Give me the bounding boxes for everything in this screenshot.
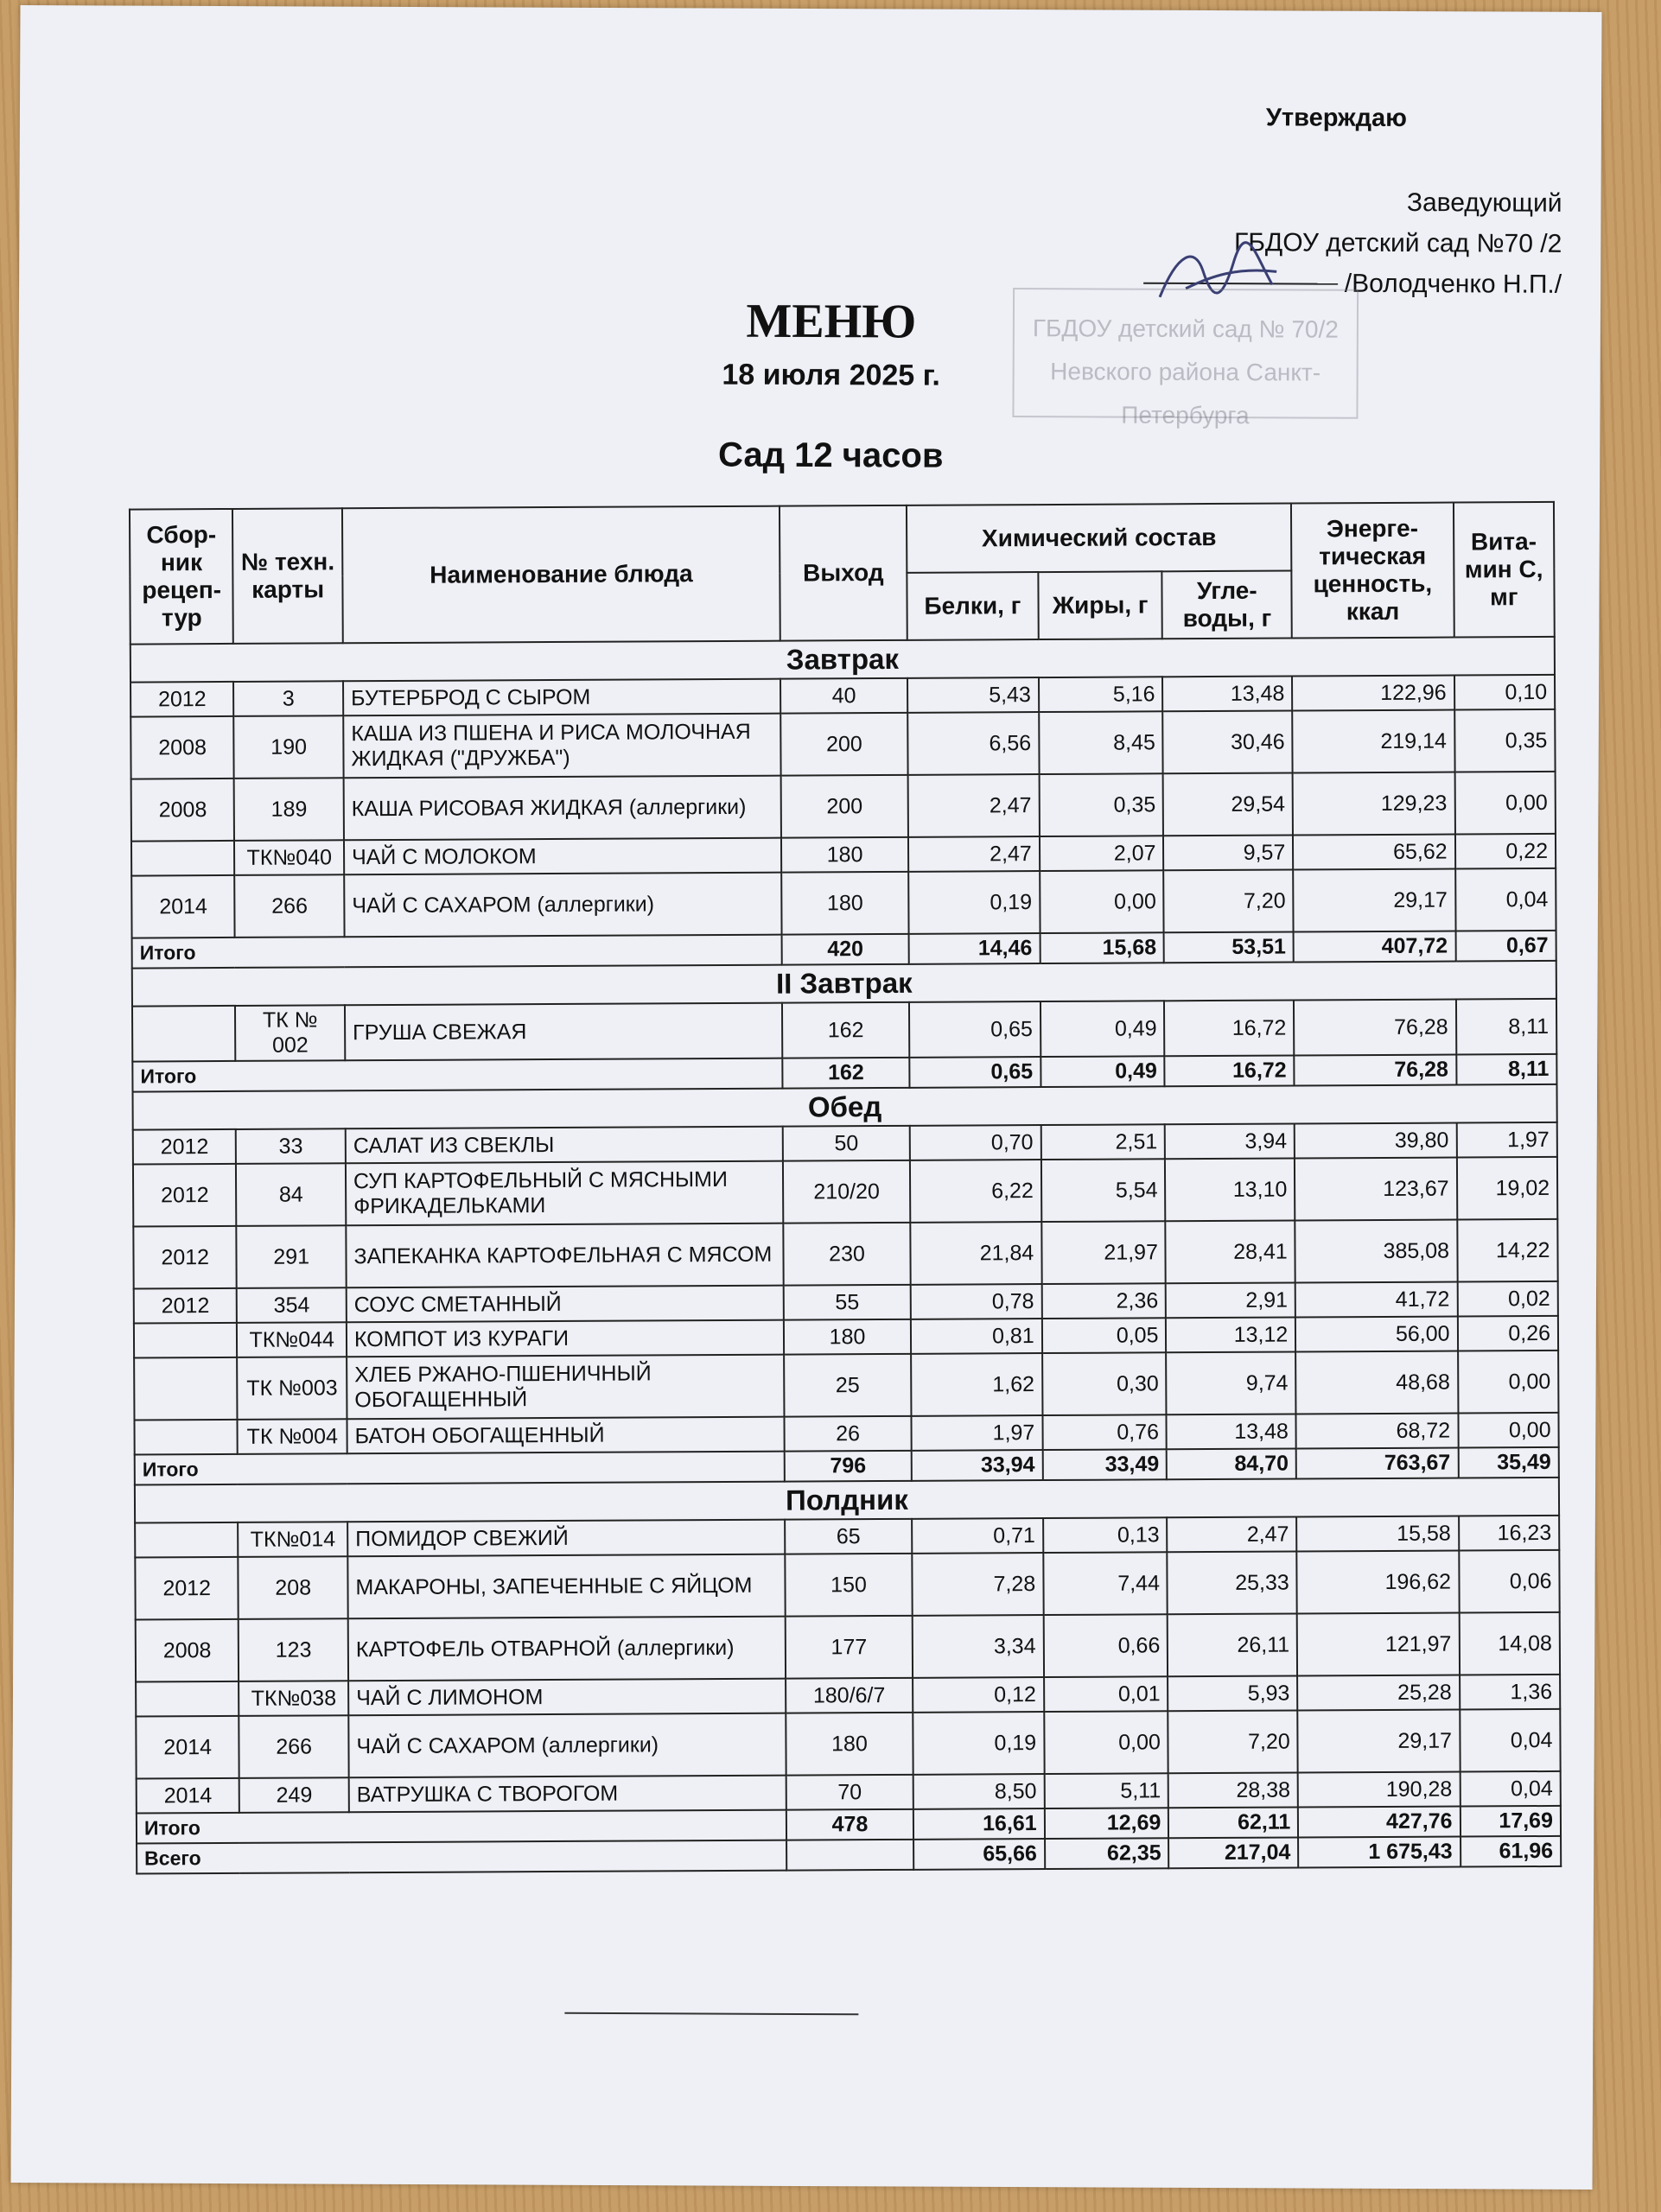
vitamin-cell: 0,04 — [1460, 1771, 1561, 1807]
protein-cell: 7,28 — [912, 1553, 1043, 1616]
energy-cell: 56,00 — [1295, 1317, 1457, 1352]
energy-cell: 29,17 — [1293, 869, 1455, 932]
energy-cell: 39,80 — [1295, 1123, 1456, 1159]
total-vitamin: 17,69 — [1460, 1806, 1561, 1837]
tech-card-cell: 33 — [236, 1128, 346, 1164]
tech-card-cell: ТК №003 — [238, 1357, 347, 1420]
carbs-cell: 9,57 — [1163, 836, 1293, 871]
total-output: 796 — [785, 1451, 912, 1482]
protein-cell: 0,19 — [913, 1712, 1044, 1775]
output-cell: 177 — [786, 1616, 913, 1679]
section-title: Полдник — [135, 1478, 1559, 1523]
carbs-cell: 7,20 — [1164, 870, 1294, 933]
carbs-cell: 25,33 — [1168, 1552, 1297, 1615]
carbs-cell: 9,74 — [1167, 1352, 1296, 1415]
output-cell: 70 — [786, 1775, 913, 1810]
tech-card-cell: ТК№044 — [237, 1322, 347, 1357]
total-output: 162 — [782, 1058, 909, 1089]
tech-card-cell: ТК№038 — [239, 1681, 349, 1716]
fat-cell: 2,07 — [1040, 836, 1164, 871]
output-cell: 50 — [783, 1126, 910, 1161]
fat-cell: 8,45 — [1039, 711, 1163, 774]
output-cell: 200 — [780, 713, 907, 776]
section-title: Завтрак — [130, 637, 1555, 683]
vitamin-cell: 0,22 — [1454, 834, 1556, 869]
output-cell: 230 — [783, 1223, 910, 1286]
vitamin-cell: 0,26 — [1457, 1316, 1558, 1351]
approve-label: Утверждаю — [1265, 104, 1408, 133]
fat-cell: 0,66 — [1043, 1614, 1168, 1677]
output-cell: 180/6/7 — [786, 1678, 913, 1713]
dish-row — [131, 772, 1556, 842]
tech-card-cell: 266 — [235, 874, 345, 938]
vitamin-cell: 0,04 — [1455, 868, 1556, 931]
collection-cell — [135, 1522, 239, 1558]
vitamin-cell: 0,04 — [1460, 1709, 1561, 1772]
dish-row — [130, 709, 1555, 779]
protein-cell: 6,56 — [907, 712, 1039, 775]
energy-cell: 68,72 — [1296, 1414, 1458, 1449]
collection-cell — [132, 1006, 236, 1062]
dish-row — [133, 1157, 1557, 1227]
tech-card-cell: ТК№040 — [234, 840, 344, 875]
output-cell: 180 — [781, 837, 908, 873]
energy-cell: 41,72 — [1295, 1282, 1457, 1318]
dish-row — [134, 1351, 1558, 1421]
fat-cell: 5,54 — [1041, 1159, 1166, 1222]
protein-cell: 1,62 — [911, 1353, 1042, 1416]
collection-cell: 2012 — [135, 1557, 239, 1620]
total-energy: 427,76 — [1298, 1807, 1460, 1838]
output-cell: 55 — [784, 1285, 911, 1320]
energy-cell: 65,62 — [1293, 835, 1454, 870]
fat-cell: 0,01 — [1044, 1676, 1168, 1712]
fat-cell: 2,51 — [1041, 1124, 1165, 1160]
energy-cell: 123,67 — [1295, 1158, 1457, 1221]
dish-name-cell: ПОМИДОР СВЕЖИЙ — [347, 1520, 785, 1557]
total-label: Итого — [135, 1452, 785, 1485]
output-cell: 40 — [780, 678, 907, 714]
fat-cell: 0,00 — [1044, 1711, 1168, 1774]
header-collection: Сбор-ник рецеп-тур — [130, 509, 233, 645]
vitamin-cell: 14,08 — [1459, 1612, 1560, 1675]
tech-card-cell: ТК № 002 — [235, 1005, 345, 1061]
dish-row — [132, 999, 1556, 1062]
collection-cell — [131, 841, 235, 876]
tech-card-cell: ТК №004 — [238, 1419, 347, 1454]
vitamin-cell: 8,11 — [1455, 999, 1556, 1055]
carbs-cell: 30,46 — [1163, 711, 1293, 774]
org-label: ГБДОУ детский сад №70 /2 — [1233, 228, 1562, 258]
tech-card-cell: 3 — [233, 681, 343, 716]
energy-cell: 190,28 — [1298, 1772, 1460, 1808]
dish-name-cell: ХЛЕБ РЖАНО-ПШЕНИЧНЫЙ ОБОГАЩЕННЫЙ — [347, 1355, 785, 1420]
protein-cell: 0,19 — [908, 871, 1040, 934]
total-label: Итого — [132, 1058, 782, 1092]
menu-subtitle: Сад 12 часов — [717, 435, 944, 475]
grand-total-output — [786, 1840, 913, 1871]
vitamin-cell: 0,00 — [1458, 1413, 1559, 1448]
vitamin-cell: 1,36 — [1460, 1675, 1561, 1710]
carbs-cell: 28,41 — [1166, 1221, 1295, 1284]
protein-cell: 0,71 — [912, 1518, 1043, 1554]
tech-card-cell: 249 — [239, 1777, 349, 1813]
output-cell: 210/20 — [783, 1160, 910, 1224]
total-protein: 0,65 — [909, 1057, 1041, 1088]
total-energy: 407,72 — [1294, 931, 1455, 963]
vitamin-cell: 16,23 — [1459, 1516, 1560, 1551]
output-cell: 26 — [785, 1416, 912, 1452]
vitamin-cell: 1,97 — [1456, 1122, 1557, 1158]
collection-cell: 2008 — [136, 1619, 239, 1682]
dish-name-cell: ГРУША СВЕЖАЯ — [345, 1003, 782, 1061]
protein-cell: 2,47 — [907, 774, 1039, 837]
carbs-cell: 13,48 — [1162, 677, 1292, 712]
vitamin-cell: 0,10 — [1454, 675, 1556, 710]
dish-name-cell: СУП КАРТОФЕЛЬНЫЙ С МЯСНЫМИ ФРИКАДЕЛЬКАМИ — [346, 1161, 784, 1226]
header-vitamin: Вита-мин С, мг — [1453, 502, 1554, 638]
fat-cell: 0,49 — [1041, 1001, 1165, 1057]
dish-row — [133, 1219, 1557, 1289]
header-carbs: Угле-воды, г — [1162, 571, 1292, 639]
total-label: Итого — [137, 1810, 786, 1844]
dish-name-cell: МАКАРОНЫ, ЗАПЕЧЕННЫЕ С ЯЙЦОМ — [347, 1554, 786, 1619]
collection-cell: 2012 — [130, 682, 234, 717]
total-protein: 33,94 — [912, 1450, 1043, 1481]
carbs-cell: 28,38 — [1168, 1773, 1298, 1808]
collection-cell: 2014 — [137, 1778, 240, 1814]
menu-sheet — [11, 5, 1602, 2190]
fat-cell: 2,36 — [1041, 1283, 1166, 1319]
menu-table — [129, 501, 1562, 1875]
collection-cell — [136, 1681, 239, 1717]
fat-cell: 7,44 — [1043, 1552, 1168, 1615]
output-cell: 180 — [781, 872, 908, 935]
dish-name-cell: ЧАЙ С МОЛОКОМ — [344, 838, 781, 875]
carbs-cell: 26,11 — [1168, 1614, 1297, 1677]
position-label: Заведующий — [1406, 188, 1562, 218]
protein-cell: 0,78 — [911, 1284, 1042, 1319]
tech-card-cell: 266 — [239, 1715, 349, 1778]
carbs-cell: 7,20 — [1168, 1711, 1298, 1774]
protein-cell: 0,12 — [913, 1677, 1044, 1713]
fat-cell: 0,05 — [1042, 1318, 1167, 1353]
collection-cell: 2012 — [133, 1164, 237, 1227]
energy-cell: 121,97 — [1297, 1613, 1460, 1676]
grand-total-label: Всего — [137, 1840, 786, 1874]
dish-name-cell: БАТОН ОБОГАЩЕННЫЙ — [347, 1417, 784, 1454]
output-cell: 180 — [784, 1319, 911, 1355]
total-protein: 14,46 — [908, 933, 1040, 964]
vitamin-cell: 0,00 — [1454, 772, 1556, 835]
output-cell: 65 — [785, 1519, 912, 1554]
output-cell: 25 — [784, 1354, 911, 1417]
header-tech-card: № техн. карты — [232, 508, 342, 644]
fat-cell: 0,00 — [1040, 870, 1164, 933]
tech-card-cell: 189 — [234, 778, 344, 841]
output-cell: 150 — [785, 1554, 912, 1617]
grand-total-vitamin: 61,96 — [1461, 1836, 1562, 1867]
grand-total-carbs: 217,04 — [1168, 1838, 1298, 1869]
total-fat: 15,68 — [1040, 932, 1164, 963]
header-dish: Наименование блюда — [342, 506, 780, 644]
protein-cell: 8,50 — [913, 1774, 1045, 1809]
collection-cell — [134, 1323, 238, 1358]
output-cell: 180 — [786, 1713, 913, 1776]
tech-card-cell: 208 — [239, 1556, 348, 1619]
dish-row — [131, 868, 1556, 938]
energy-cell: 15,58 — [1296, 1516, 1458, 1552]
carbs-cell: 29,54 — [1163, 773, 1293, 836]
header-protein: Белки, г — [907, 572, 1038, 640]
protein-cell: 5,43 — [907, 677, 1039, 713]
carbs-cell: 3,94 — [1165, 1124, 1295, 1160]
energy-cell: 29,17 — [1298, 1710, 1461, 1773]
stamp-line-1: ГБДОУ детский сад № 70/2 — [1032, 315, 1339, 343]
tech-card-cell: ТК№014 — [239, 1522, 348, 1557]
carbs-cell: 13,10 — [1165, 1159, 1295, 1222]
collection-cell: 2012 — [134, 1288, 238, 1324]
carbs-cell: 13,48 — [1167, 1414, 1296, 1450]
protein-cell: 1,97 — [911, 1415, 1042, 1451]
total-vitamin: 35,49 — [1458, 1447, 1559, 1478]
dish-name-cell: ЗАПЕКАНКА КАРТОФЕЛЬНАЯ С МЯСОМ — [346, 1224, 784, 1288]
dish-name-cell: ЧАЙ С САХАРОМ (аллергики) — [348, 1713, 786, 1778]
fat-cell: 21,97 — [1041, 1221, 1166, 1284]
header-chem: Химический состав — [907, 504, 1292, 573]
stamp-line-2: Невского района Санкт-Петербурга — [1050, 358, 1321, 429]
signer-name: /Володченко Н.П./ — [1344, 269, 1562, 299]
vitamin-cell: 0,06 — [1459, 1550, 1560, 1613]
total-fat: 0,49 — [1041, 1056, 1165, 1087]
total-carbs: 62,11 — [1168, 1808, 1298, 1839]
fat-cell: 5,11 — [1044, 1773, 1168, 1808]
energy-cell: 122,96 — [1292, 676, 1454, 711]
dish-name-cell: КАША РИСОВАЯ ЖИДКАЯ (аллергики) — [344, 776, 782, 841]
grand-total-energy: 1 675,43 — [1298, 1837, 1460, 1868]
header-output: Выход — [780, 505, 907, 641]
dish-name-cell: КАРТОФЕЛЬ ОТВАРНОЙ (аллергики) — [348, 1617, 786, 1681]
bottom-line — [564, 2012, 858, 2015]
carbs-cell: 2,47 — [1168, 1517, 1297, 1553]
section-title: II Завтрак — [132, 961, 1556, 1007]
collection-cell: 2012 — [133, 1129, 237, 1165]
total-carbs: 53,51 — [1164, 932, 1294, 963]
carbs-cell: 16,72 — [1164, 1001, 1294, 1057]
tech-card-cell: 190 — [234, 715, 344, 779]
total-fat: 12,69 — [1045, 1808, 1169, 1839]
dish-name-cell: САЛАТ ИЗ СВЕКЛЫ — [346, 1127, 783, 1164]
protein-cell: 0,70 — [910, 1125, 1041, 1160]
vitamin-cell: 0,00 — [1458, 1351, 1559, 1414]
fat-cell: 5,16 — [1039, 677, 1163, 712]
header-energy: Энерге-тическая ценность, ккал — [1291, 503, 1454, 639]
fat-cell: 0,13 — [1043, 1517, 1168, 1553]
energy-cell: 25,28 — [1297, 1675, 1459, 1711]
energy-cell: 196,62 — [1297, 1551, 1460, 1614]
output-cell: 200 — [781, 775, 908, 838]
energy-cell: 219,14 — [1292, 710, 1454, 773]
energy-cell: 385,08 — [1295, 1220, 1458, 1283]
vitamin-cell: 14,22 — [1457, 1219, 1558, 1282]
fat-cell: 0,76 — [1042, 1414, 1167, 1450]
output-cell: 162 — [782, 1002, 909, 1058]
dish-row — [135, 1550, 1559, 1620]
carbs-cell: 13,12 — [1166, 1318, 1295, 1353]
collection-cell — [134, 1357, 238, 1421]
tech-card-cell: 123 — [239, 1618, 348, 1681]
dish-name-cell: БУТЕРБРОД С СЫРОМ — [343, 679, 780, 716]
collection-cell: 2014 — [136, 1716, 239, 1779]
energy-cell: 129,23 — [1293, 772, 1455, 836]
grand-total-protein: 65,66 — [913, 1839, 1045, 1870]
menu-date: 18 июля 2025 г. — [722, 358, 940, 392]
dish-name-cell: ВАТРУШКА С ТВОРОГОМ — [349, 1776, 786, 1813]
total-label: Итого — [132, 935, 782, 969]
carbs-cell: 2,91 — [1166, 1283, 1295, 1319]
protein-cell: 6,22 — [910, 1160, 1041, 1223]
total-energy: 76,28 — [1295, 1055, 1456, 1086]
dish-name-cell: СОУС СМЕТАННЫЙ — [347, 1286, 784, 1323]
grand-total-row — [137, 1836, 1561, 1874]
total-output: 420 — [782, 934, 909, 965]
carbs-cell: 5,93 — [1168, 1676, 1298, 1712]
energy-cell: 76,28 — [1294, 1000, 1456, 1056]
page-title: МЕНЮ — [746, 294, 917, 349]
tech-card-cell: 291 — [237, 1225, 347, 1288]
protein-cell: 21,84 — [910, 1222, 1041, 1285]
dish-name-cell: КАША ИЗ ПШЕНА И РИСА МОЛОЧНАЯ ЖИДКАЯ ("ДРУЖБА") — [343, 714, 781, 779]
section-title: Обед — [133, 1084, 1557, 1130]
dish-row — [136, 1612, 1560, 1682]
total-carbs: 16,72 — [1165, 1056, 1295, 1087]
dish-row — [136, 1709, 1560, 1779]
total-vitamin: 8,11 — [1456, 1054, 1557, 1085]
tech-card-cell: 84 — [236, 1163, 346, 1226]
total-protein: 16,61 — [913, 1808, 1045, 1840]
total-fat: 33,49 — [1042, 1449, 1167, 1480]
total-energy: 763,67 — [1296, 1448, 1458, 1479]
dish-name-cell: ЧАЙ С САХАРОМ (аллергики) — [344, 873, 782, 938]
grand-total-fat: 62,35 — [1045, 1838, 1169, 1869]
total-carbs: 84,70 — [1167, 1449, 1296, 1480]
header-fat: Жиры, г — [1038, 571, 1162, 639]
dish-name-cell: ЧАЙ С ЛИМОНОМ — [348, 1679, 786, 1716]
vitamin-cell: 0,35 — [1454, 709, 1556, 772]
collection-cell: 2012 — [133, 1226, 237, 1289]
total-output: 478 — [786, 1809, 913, 1840]
fat-cell: 0,30 — [1042, 1352, 1167, 1415]
fat-cell: 0,35 — [1039, 773, 1163, 836]
energy-cell: 48,68 — [1295, 1351, 1458, 1414]
protein-cell: 2,47 — [908, 836, 1040, 872]
protein-cell: 0,65 — [909, 1001, 1041, 1058]
vitamin-cell: 0,02 — [1457, 1281, 1558, 1317]
collection-cell: 2014 — [131, 875, 235, 938]
protein-cell: 0,81 — [911, 1319, 1042, 1354]
total-vitamin: 0,67 — [1455, 931, 1556, 962]
collection-cell: 2008 — [131, 779, 235, 842]
protein-cell: 3,34 — [913, 1615, 1044, 1678]
tech-card-cell: 354 — [237, 1287, 347, 1323]
vitamin-cell: 19,02 — [1456, 1157, 1557, 1220]
dish-name-cell: КОМПОТ ИЗ КУРАГИ — [347, 1320, 784, 1357]
collection-cell: 2008 — [130, 716, 234, 779]
collection-cell — [134, 1420, 238, 1455]
